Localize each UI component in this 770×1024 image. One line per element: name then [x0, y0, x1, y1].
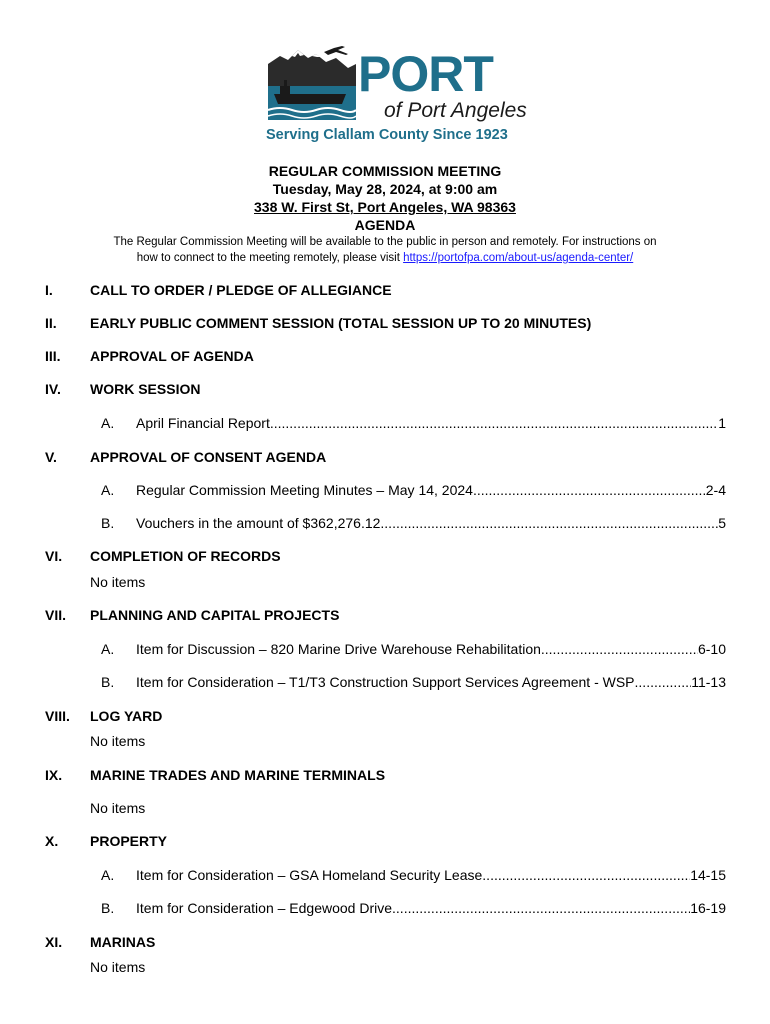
item-text: April Financial Report	[136, 415, 270, 431]
meeting-address: 338 W. First St, Port Angeles, WA 98363	[254, 199, 516, 215]
agenda-item	[0, 673, 770, 691]
logo-subtitle: of Port Angeles	[384, 99, 527, 122]
section-number: VI.	[45, 548, 63, 564]
section-7	[0, 606, 770, 624]
item-page: 6-10	[697, 641, 726, 657]
meeting-date: Tuesday, May 28, 2024, at 9:00 am	[272, 181, 498, 197]
section-title: EARLY PUBLIC COMMENT SESSION (TOTAL SESSION UP TO 20 MINUTES)	[90, 315, 592, 331]
remote-note-line2	[0, 250, 770, 266]
dot-leader	[270, 414, 718, 432]
agenda-item	[0, 414, 770, 432]
item-page: 5	[718, 515, 726, 531]
dot-leader	[482, 866, 690, 884]
section-number: IX.	[45, 767, 63, 783]
section-1	[0, 281, 770, 299]
agenda-item	[0, 640, 770, 658]
item-letter: B.	[101, 515, 115, 531]
section-number: X.	[45, 833, 59, 849]
meeting-title: REGULAR COMMISSION MEETING	[268, 163, 502, 179]
item-letter: A.	[101, 482, 115, 498]
item-page: 1	[718, 415, 726, 431]
section-5	[0, 448, 770, 466]
section-10	[0, 832, 770, 850]
section-title: PLANNING AND CAPITAL PROJECTS	[90, 607, 340, 623]
port-logo	[262, 42, 527, 147]
item-text: Vouchers in the amount of $362,276.12	[136, 515, 381, 531]
no-items-note: No items	[90, 800, 146, 816]
dot-leader	[380, 514, 718, 532]
dot-leader	[635, 673, 692, 691]
section-2	[0, 314, 770, 332]
port-logo-emblem-icon	[262, 42, 362, 128]
item-page: 16-19	[690, 900, 726, 916]
section-number: XI.	[45, 934, 63, 950]
section-8	[0, 707, 770, 725]
section-number: V.	[45, 449, 57, 465]
section-9	[0, 766, 770, 784]
section-number: II.	[45, 315, 57, 331]
section-number: I.	[45, 282, 53, 298]
logo-tagline: Serving Clallam County Since 1923	[266, 127, 508, 143]
section-6	[0, 547, 770, 565]
agenda-heading: AGENDA	[354, 217, 416, 233]
section-number: IV.	[45, 381, 61, 397]
dot-leader	[392, 899, 690, 917]
item-text: Item for Consideration – Edgewood Drive	[136, 900, 393, 916]
item-letter: B.	[101, 900, 115, 916]
item-letter: A.	[101, 867, 115, 883]
item-letter: A.	[101, 415, 115, 431]
section-number: VIII.	[45, 708, 70, 724]
section-number: III.	[45, 348, 61, 364]
section-title: WORK SESSION	[90, 381, 201, 397]
section-title: CALL TO ORDER / PLEDGE OF ALLEGIANCE	[90, 282, 392, 298]
item-letter: B.	[101, 674, 115, 690]
item-page: 11-13	[691, 674, 726, 690]
item-text: Item for Consideration – T1/T3 Construction Support Services Agreement - WSP	[136, 674, 635, 690]
section-title: LOG YARD	[90, 708, 163, 724]
section-title: MARINAS	[90, 934, 156, 950]
section-title: COMPLETION OF RECORDS	[90, 548, 281, 564]
section-title: APPROVAL OF CONSENT AGENDA	[90, 449, 327, 465]
dot-leader	[541, 640, 698, 658]
item-text: Item for Discussion – 820 Marine Drive Warehouse Rehabilitation	[136, 641, 541, 657]
remote-note-line1: The Regular Commission Meeting will be available to the public in person and remotely. For instructions on	[113, 236, 657, 248]
agenda-center-link[interactable]: https://portofpa.com/about-us/agenda-center/	[403, 252, 634, 264]
dot-leader	[473, 481, 706, 499]
agenda-item	[0, 899, 770, 917]
section-title: APPROVAL OF AGENDA	[90, 348, 254, 364]
item-letter: A.	[101, 641, 115, 657]
section-title: PROPERTY	[90, 833, 168, 849]
no-items-note: No items	[90, 959, 146, 975]
agenda-item	[0, 481, 770, 499]
remote-note-prefix: how to connect to the meeting remotely, please visit	[136, 252, 404, 264]
item-page: 2-4	[705, 482, 726, 498]
section-11	[0, 933, 770, 951]
logo-word: PORT	[358, 46, 493, 102]
item-page: 14-15	[690, 867, 726, 883]
section-title: MARINE TRADES AND MARINE TERMINALS	[90, 767, 386, 783]
section-4	[0, 380, 770, 398]
item-text: Regular Commission Meeting Minutes – May 14, 2024	[136, 482, 473, 498]
agenda-item	[0, 866, 770, 884]
item-text: Item for Consideration – GSA Homeland Security Lease	[136, 867, 483, 883]
no-items-note: No items	[90, 574, 146, 590]
section-number: VII.	[45, 607, 67, 623]
section-3	[0, 347, 770, 365]
agenda-item	[0, 514, 770, 532]
no-items-note: No items	[90, 733, 146, 749]
